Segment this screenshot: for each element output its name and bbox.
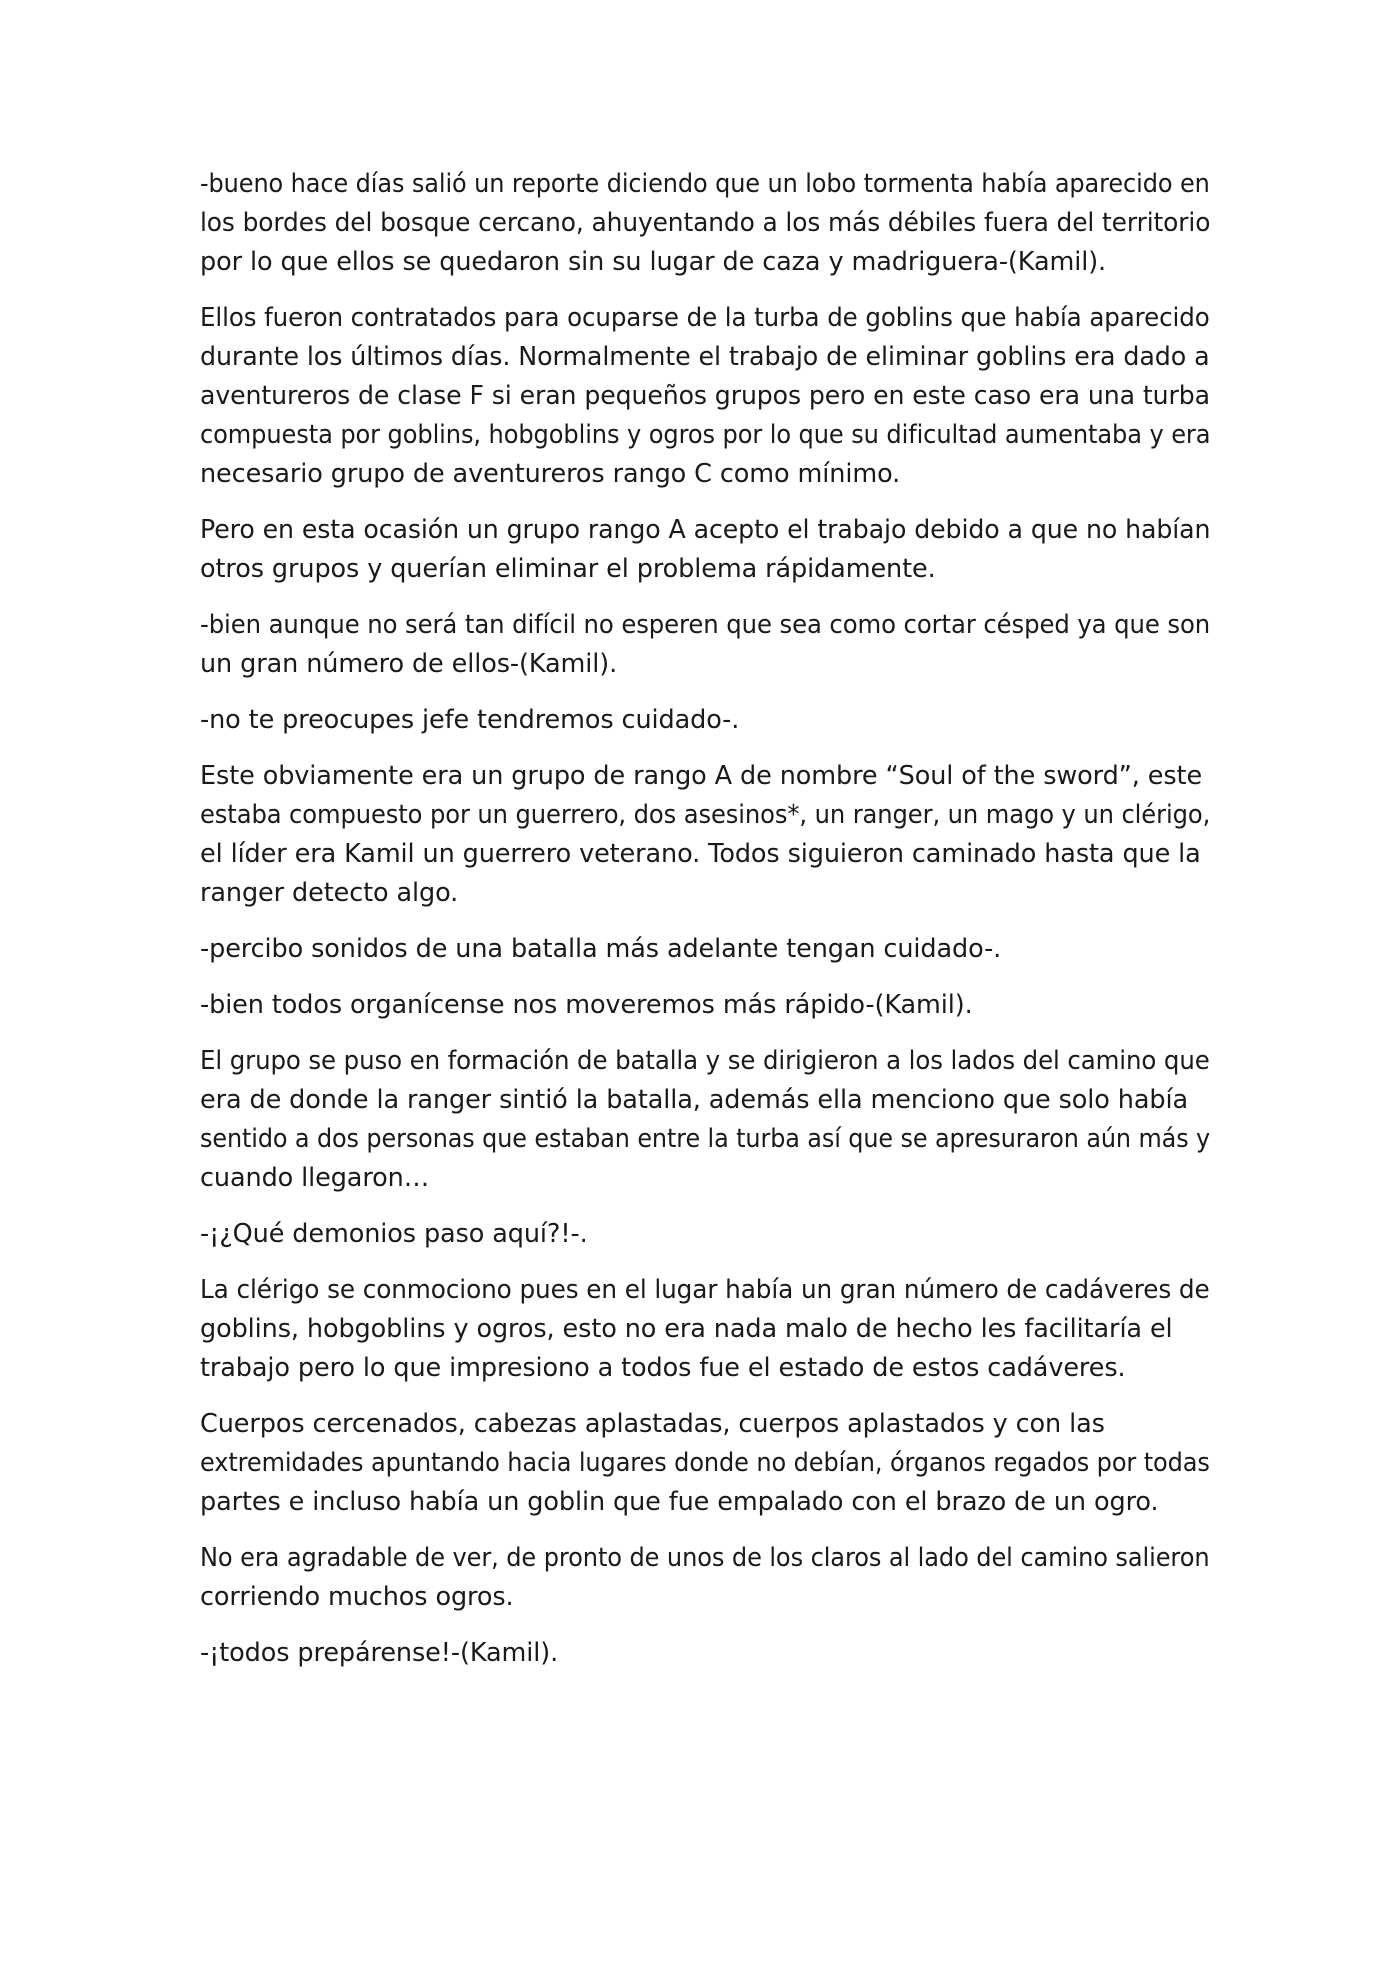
text-line: Este obviamente era un grupo de rango A de nombre “Soul of the sword”, este [200,761,1203,791]
text-line: Cuerpos cercenados, cabezas aplastadas, cuerpos aplastados y con las [200,1409,1105,1439]
text-line: -percibo sonidos de una batalla más adelante tengan cuidado-. [200,934,1002,964]
paragraph [200,1215,1210,1254]
text-line: Pero en esta ocasión un grupo rango A acepto el trabajo debido a que no habían [200,515,1211,545]
paragraph [200,1042,1210,1198]
text-line: corriendo muchos ogros. [200,1582,514,1612]
paragraph [200,1271,1210,1388]
text-line: necesario grupo de aventureros rango C como mínimo. [200,459,901,489]
text-line: otros grupos y querían eliminar el problema rápidamente. [200,554,936,584]
paragraph [200,511,1210,589]
paragraph [200,1634,1210,1673]
paragraph [200,930,1210,969]
text-line: el líder era Kamil un guerrero veterano. Todos siguieron caminado hasta que la [200,839,1201,869]
text-line: -¡¿Qué demonios paso aquí?!-. [200,1219,588,1249]
text-line: cuando llegaron… [200,1163,430,1193]
paragraph [200,701,1210,740]
text-line: -¡todos prepárense!-(Kamil). [200,1638,559,1668]
document-body [200,165,1210,1690]
text-line: El grupo se puso en formación de batalla y se dirigieron a los lados del camino que [200,1046,1210,1076]
text-line: los bordes del bosque cercano, ahuyentando a los más débiles fuera del territorio [200,208,1211,238]
text-line: partes e incluso había un goblin que fue empalado con el brazo de un ogro. [200,1487,1159,1517]
text-line: durante los últimos días. Normalmente el trabajo de eliminar goblins era dado a [200,342,1210,372]
text-line: -bien aunque no será tan difícil no esperen que sea como cortar césped ya que son [200,610,1211,640]
text-line: sentido a dos personas que estaban entre la turba así que se apresuraron aún más y [200,1124,1211,1154]
text-line: extremidades apuntando hacia lugares donde no debían, órganos regados por todas [200,1448,1210,1478]
text-line: era de donde la ranger sintió la batalla, además ella menciono que solo había [200,1085,1188,1115]
text-line: -no te preocupes jefe tendremos cuidado-. [200,705,740,735]
paragraph [200,1405,1210,1522]
text-line: por lo que ellos se quedaron sin su lugar de caza y madriguera-(Kamil). [200,247,1107,277]
paragraph [200,986,1210,1025]
text-line: La clérigo se conmociono pues en el lugar había un gran número de cadáveres de [200,1275,1210,1305]
text-line: compuesta por goblins, hobgoblins y ogros por lo que su dificultad aumentaba y era [200,420,1211,450]
text-line: trabajo pero lo que impresiono a todos fue el estado de estos cadáveres. [200,1353,1126,1383]
text-line: un gran número de ellos-(Kamil). [200,649,618,679]
text-line: -bueno hace días salió un reporte diciendo que un lobo tormenta había aparecido en [200,169,1210,199]
paragraph [200,606,1210,684]
text-line: estaba compuesto por un guerrero, dos asesinos*, un ranger, un mago y un clérigo, [200,800,1211,830]
text-line: No era agradable de ver, de pronto de unos de los claros al lado del camino salieron [200,1543,1210,1573]
text-line: aventureros de clase F si eran pequeños grupos pero en este caso era una turba [200,381,1210,411]
text-line: ranger detecto algo. [200,878,459,908]
paragraph [200,165,1210,282]
paragraph [200,299,1210,494]
paragraph [200,757,1210,913]
paragraph [200,1539,1210,1617]
text-line: -bien todos organícense nos moveremos más rápido-(Kamil). [200,990,973,1020]
text-line: goblins, hobgoblins y ogros, esto no era nada malo de hecho les facilitaría el [200,1314,1173,1344]
text-line: Ellos fueron contratados para ocuparse de la turba de goblins que había aparecido [200,303,1210,333]
